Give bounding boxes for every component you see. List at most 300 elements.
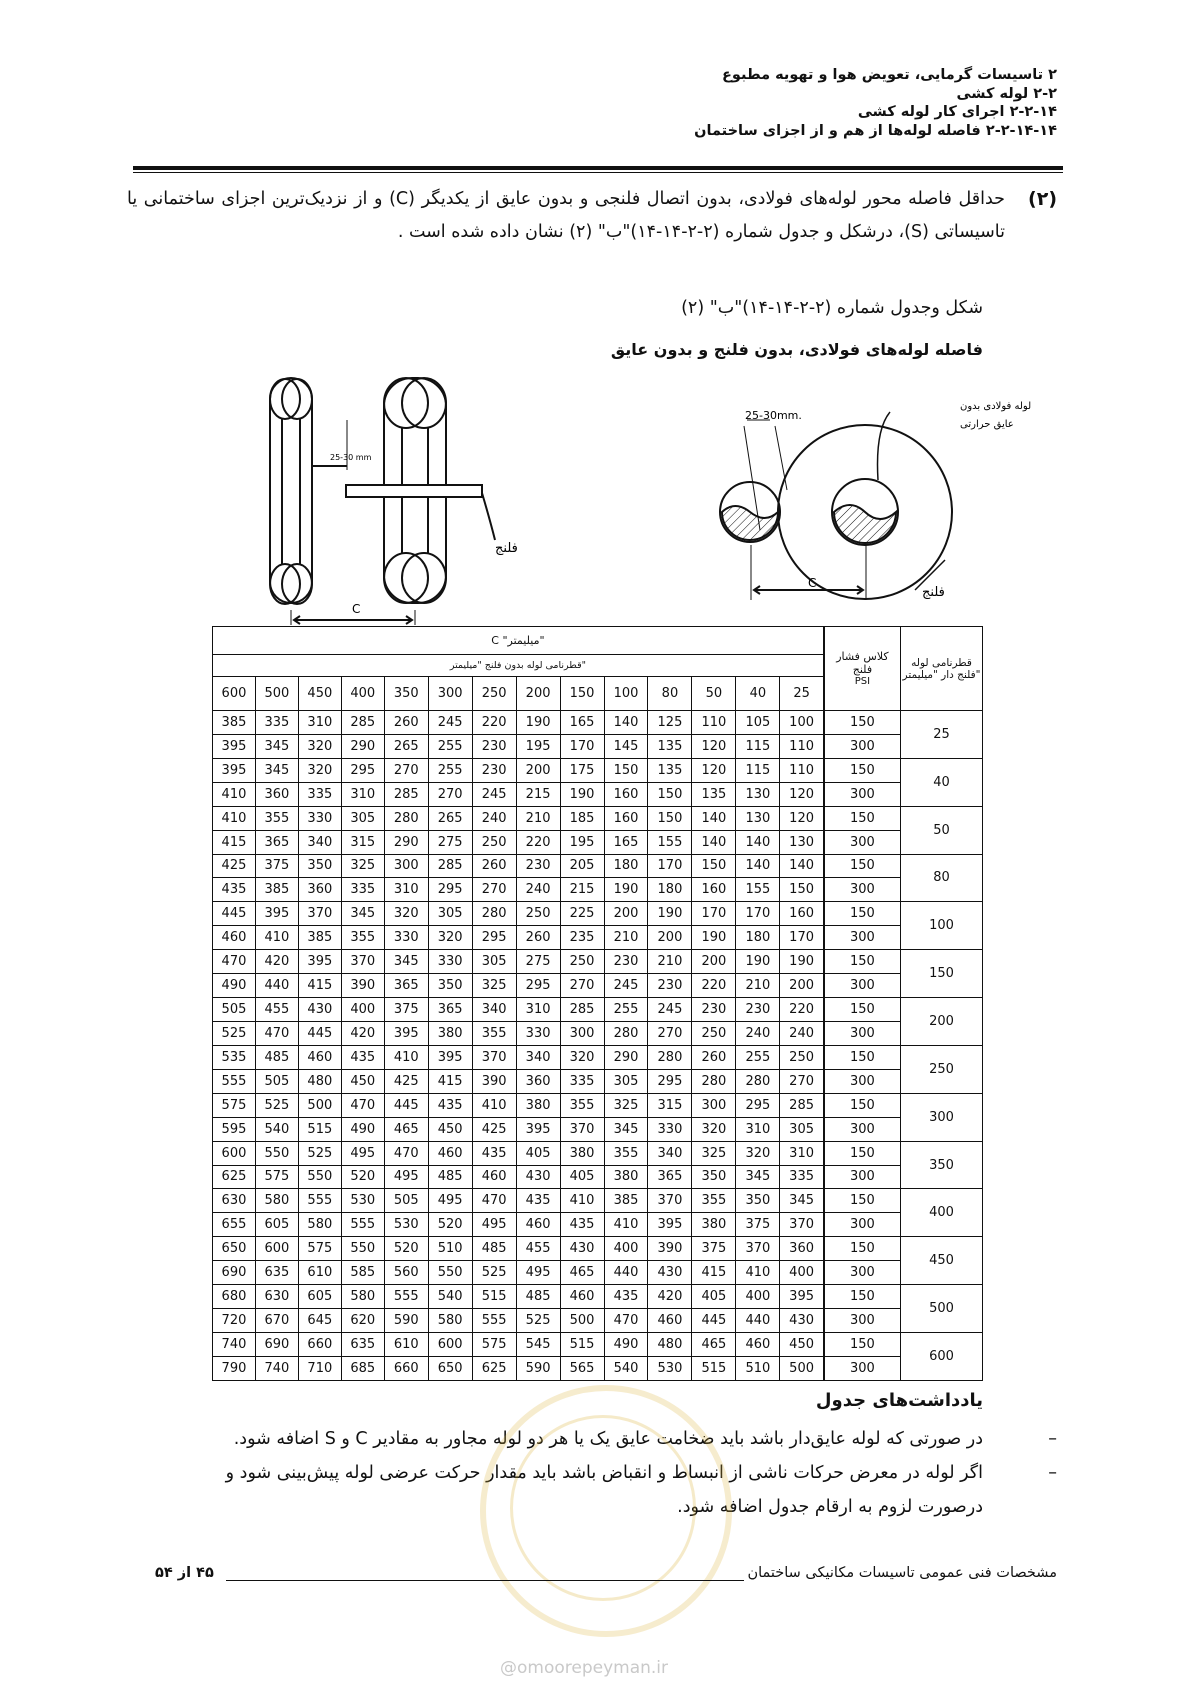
table-cell: 250: [472, 830, 516, 854]
table-cell: 600: [255, 1237, 298, 1261]
table-cell: 435: [604, 1285, 648, 1309]
table-cell: 320: [428, 926, 472, 950]
table-cell: 465: [384, 1117, 428, 1141]
table-cell: 660: [384, 1356, 428, 1380]
table-cell: 610: [384, 1332, 428, 1356]
table-cell: 445: [213, 902, 256, 926]
table-cell: 435: [428, 1093, 472, 1117]
table-row: [213, 1117, 983, 1141]
table-row: [213, 1165, 983, 1189]
table-cell: 470: [255, 1021, 298, 1045]
table-cell: 425: [472, 1117, 516, 1141]
table-cell: 460: [648, 1309, 692, 1333]
table-cell: 500: [780, 1356, 824, 1380]
table-cell: 555: [472, 1309, 516, 1333]
figure-caption: شکل وجدول شماره (۲-۲-۱۴-۱۴)"ب" (۲): [681, 298, 983, 318]
table-row: [213, 1309, 983, 1333]
table-cell: 120: [780, 782, 824, 806]
table-cell: 530: [384, 1213, 428, 1237]
left-c-label: C: [352, 602, 361, 616]
table-cell: 110: [780, 734, 824, 758]
table-cell: 405: [560, 1165, 604, 1189]
table-cell: 430: [298, 998, 341, 1022]
table-cell: 355: [255, 806, 298, 830]
size-header-cell: 500: [255, 677, 298, 711]
size-header-cell: 400: [341, 677, 384, 711]
table-cell: 420: [648, 1285, 692, 1309]
table-cell: 430: [648, 1261, 692, 1285]
table-cell: 160: [780, 902, 824, 926]
table-cell: 320: [298, 758, 341, 782]
table-cell: 345: [341, 902, 384, 926]
table-cell: 255: [428, 758, 472, 782]
table-row: [213, 1093, 983, 1117]
table-cell: 310: [384, 878, 428, 902]
table-cell: 280: [384, 806, 428, 830]
table-cell: 495: [516, 1261, 560, 1285]
table-row: [213, 1189, 983, 1213]
left-flange-label: فلنج: [495, 541, 518, 556]
table-cell: 515: [298, 1117, 341, 1141]
table-cell: 470: [604, 1309, 648, 1333]
table-row: [213, 711, 983, 735]
table-cell: 350: [428, 974, 472, 998]
table-cell: 140: [692, 806, 736, 830]
table-cell: 160: [692, 878, 736, 902]
table-cell: 230: [648, 974, 692, 998]
table-cell: 300: [692, 1093, 736, 1117]
table-cell: 660: [298, 1332, 341, 1356]
table-cell: 180: [736, 926, 780, 950]
psi-cell: 300: [824, 1069, 901, 1093]
diameter-cell: 100: [901, 902, 983, 950]
psi-cell: 150: [824, 758, 901, 782]
table-cell: 165: [560, 711, 604, 735]
diam-header: قطرنامی لوله فلنج دار "میلیمتر": [901, 627, 983, 711]
table-cell: 380: [428, 1021, 472, 1045]
size-header-cell: 50: [692, 677, 736, 711]
diameter-cell: 600: [901, 1332, 983, 1380]
table-cell: 525: [213, 1021, 256, 1045]
left-pipe-1: [270, 378, 312, 604]
table-cell: 585: [341, 1261, 384, 1285]
header-line-3: ۲-۲-۱۴ اجرای کار لوله کشی: [857, 104, 1057, 120]
table-cell: 635: [341, 1332, 384, 1356]
table-cell: 540: [255, 1117, 298, 1141]
table-cell: 285: [384, 782, 428, 806]
table-cell: 250: [560, 950, 604, 974]
table-cell: 565: [560, 1356, 604, 1380]
psi-cell: 150: [824, 1332, 901, 1356]
table-cell: 415: [213, 830, 256, 854]
table-row: [213, 1069, 983, 1093]
size-header-cell: 100: [604, 677, 648, 711]
site-watermark: @omoorepeyman.ir: [500, 1658, 669, 1678]
psi-cell: 300: [824, 1021, 901, 1045]
diameter-cell: 80: [901, 854, 983, 902]
table-cell: 600: [213, 1141, 256, 1165]
table-cell: 415: [298, 974, 341, 998]
table-cell: 180: [604, 854, 648, 878]
table-cell: 380: [692, 1213, 736, 1237]
table-cell: 315: [648, 1093, 692, 1117]
table-cell: 200: [648, 926, 692, 950]
table-row: [213, 902, 983, 926]
table-cell: 375: [736, 1213, 780, 1237]
table-cell: 290: [604, 1045, 648, 1069]
table-cell: 170: [560, 734, 604, 758]
figure-title: فاصله لوله‌های فولادی، بدون فلنج و بدون عایق: [610, 340, 983, 359]
table-cell: 360: [516, 1069, 560, 1093]
table-cell: 490: [604, 1332, 648, 1356]
table-cell: 355: [472, 1021, 516, 1045]
table-cell: 310: [516, 998, 560, 1022]
table-cell: 150: [604, 758, 648, 782]
table-cell: 445: [692, 1309, 736, 1333]
table-cell: 325: [604, 1093, 648, 1117]
table-cell: 250: [516, 902, 560, 926]
table-cell: 190: [780, 950, 824, 974]
table-cell: 220: [780, 998, 824, 1022]
table-cell: 210: [516, 806, 560, 830]
diameter-cell: 40: [901, 758, 983, 806]
table-cell: 555: [298, 1189, 341, 1213]
table-cell: 295: [341, 758, 384, 782]
table-cell: 485: [472, 1237, 516, 1261]
table-cell: 325: [472, 974, 516, 998]
table-cell: 195: [516, 734, 560, 758]
table-cell: 320: [692, 1117, 736, 1141]
table-cell: 395: [648, 1213, 692, 1237]
table-cell: 410: [604, 1213, 648, 1237]
table-cell: 425: [384, 1069, 428, 1093]
table-cell: 345: [604, 1117, 648, 1141]
table-cell: 260: [472, 854, 516, 878]
table-cell: 450: [780, 1332, 824, 1356]
table-cell: 280: [736, 1069, 780, 1093]
c-header: C "میلیمتر": [213, 627, 824, 655]
table-cell: 485: [516, 1285, 560, 1309]
header-line-1: ۲ تاسیسات گرمایی، تعویض هوا و تهویه مطبوع: [722, 67, 1057, 83]
table-cell: 230: [472, 734, 516, 758]
psi-cell: 150: [824, 711, 901, 735]
table-body: [213, 711, 983, 1381]
table-cell: 690: [255, 1332, 298, 1356]
psi-cell: 150: [824, 1237, 901, 1261]
table-cell: 580: [341, 1285, 384, 1309]
table-cell: 125: [648, 711, 692, 735]
table-cell: 520: [341, 1165, 384, 1189]
table-cell: 470: [341, 1093, 384, 1117]
table-cell: 505: [384, 1189, 428, 1213]
table-cell: 190: [560, 782, 604, 806]
table-cell: 420: [255, 950, 298, 974]
table-cell: 525: [472, 1261, 516, 1285]
table-cell: 225: [560, 902, 604, 926]
pipe-label-1: لوله فولادی بدون: [960, 401, 1032, 412]
table-cell: 350: [736, 1189, 780, 1213]
table-cell: 375: [384, 998, 428, 1022]
table-cell: 620: [341, 1309, 384, 1333]
table-cell: 625: [472, 1356, 516, 1380]
table-cell: 200: [604, 902, 648, 926]
note-text: اگر لوله در معرض حرکات ناشی از انبساط و انقباض باشد باید مقدار حرکت عرضی لوله پیش‌بینی شود و درصورت لزوم به ارقام جدول اضافه شود.: [225, 1463, 983, 1517]
table-cell: 515: [692, 1356, 736, 1380]
table-cell: 380: [560, 1141, 604, 1165]
table-cell: 220: [516, 830, 560, 854]
psi-cell: 300: [824, 1165, 901, 1189]
table-cell: 355: [560, 1093, 604, 1117]
left-dim-label: 25-30 mm: [330, 453, 372, 462]
table-cell: 335: [255, 711, 298, 735]
table-cell: 580: [298, 1213, 341, 1237]
table-cell: 145: [604, 734, 648, 758]
table-cell: 300: [384, 854, 428, 878]
table-cell: 360: [255, 782, 298, 806]
table-cell: 540: [604, 1356, 648, 1380]
table-cell: 740: [213, 1332, 256, 1356]
table-cell: 175: [560, 758, 604, 782]
pipe-label-2: عایق حرارتی: [960, 419, 1014, 430]
table-cell: 430: [780, 1309, 824, 1333]
table-cell: 320: [560, 1045, 604, 1069]
psi-cell: 150: [824, 1141, 901, 1165]
table-cell: 575: [255, 1165, 298, 1189]
table-cell: 510: [428, 1237, 472, 1261]
table-cell: 285: [428, 854, 472, 878]
table-cell: 245: [472, 782, 516, 806]
table-cell: 465: [560, 1261, 604, 1285]
table-cell: 345: [255, 734, 298, 758]
table-cell: 335: [298, 782, 341, 806]
table-cell: 365: [384, 974, 428, 998]
table-cell: 505: [255, 1069, 298, 1093]
table-cell: 435: [341, 1045, 384, 1069]
table-cell: 400: [736, 1285, 780, 1309]
table-cell: 580: [428, 1309, 472, 1333]
table-cell: 460: [213, 926, 256, 950]
table-cell: 395: [780, 1285, 824, 1309]
table-cell: 320: [384, 902, 428, 926]
psi-cell: 150: [824, 1045, 901, 1069]
table-cell: 390: [472, 1069, 516, 1093]
table-cell: 630: [255, 1285, 298, 1309]
table-cell: 480: [648, 1332, 692, 1356]
table-cell: 465: [692, 1332, 736, 1356]
diameter-cell: 25: [901, 711, 983, 759]
table-cell: 415: [692, 1261, 736, 1285]
table-cell: 250: [692, 1021, 736, 1045]
table-cell: 440: [255, 974, 298, 998]
table-cell: 560: [384, 1261, 428, 1285]
table-cell: 180: [648, 878, 692, 902]
table-cell: 380: [516, 1093, 560, 1117]
table-cell: 555: [384, 1285, 428, 1309]
table-cell: 370: [298, 902, 341, 926]
table-cell: 150: [780, 878, 824, 902]
table-cell: 330: [298, 806, 341, 830]
psi-cell: 150: [824, 950, 901, 974]
table-cell: 525: [298, 1141, 341, 1165]
table-cell: 710: [298, 1356, 341, 1380]
table-cell: 185: [560, 806, 604, 830]
table-cell: 270: [780, 1069, 824, 1093]
size-header-cell: 200: [516, 677, 560, 711]
table-cell: 550: [298, 1165, 341, 1189]
table-cell: 455: [516, 1237, 560, 1261]
table-cell: 310: [298, 711, 341, 735]
table-cell: 600: [428, 1332, 472, 1356]
table-cell: 280: [692, 1069, 736, 1093]
table-cell: 195: [560, 830, 604, 854]
table-cell: 610: [298, 1261, 341, 1285]
table-cell: 470: [384, 1141, 428, 1165]
table-cell: 115: [736, 758, 780, 782]
table-cell: 260: [516, 926, 560, 950]
table-cell: 155: [736, 878, 780, 902]
size-header-cell: 80: [648, 677, 692, 711]
size-header-cell: 350: [384, 677, 428, 711]
pipe-spacing-figure: [0, 0, 1190, 640]
table-cell: 130: [736, 782, 780, 806]
table-cell: 395: [516, 1117, 560, 1141]
table-cell: 485: [255, 1045, 298, 1069]
table-cell: 460: [428, 1141, 472, 1165]
table-cell: 420: [341, 1021, 384, 1045]
table-cell: 265: [428, 806, 472, 830]
size-header-cell: 150: [560, 677, 604, 711]
psi-cell: 150: [824, 854, 901, 878]
table-row: [213, 758, 983, 782]
psi-cell: 300: [824, 1213, 901, 1237]
table-cell: 440: [736, 1309, 780, 1333]
table-cell: 385: [213, 711, 256, 735]
table-cell: 220: [692, 974, 736, 998]
table-cell: 260: [692, 1045, 736, 1069]
footer-title: مشخصات فنی عمومی تاسیسات مکانیکی ساختمان: [747, 1565, 1057, 1581]
table-cell: 290: [384, 830, 428, 854]
table-cell: 170: [692, 902, 736, 926]
table-cell: 255: [736, 1045, 780, 1069]
table-cell: 165: [604, 830, 648, 854]
table-cell: 365: [648, 1165, 692, 1189]
table-cell: 410: [472, 1093, 516, 1117]
table-cell: 220: [472, 711, 516, 735]
table-cell: 300: [560, 1021, 604, 1045]
table-cell: 335: [341, 878, 384, 902]
table-cell: 575: [472, 1332, 516, 1356]
table-cell: 470: [213, 950, 256, 974]
table-cell: 450: [428, 1117, 472, 1141]
table-cell: 230: [692, 998, 736, 1022]
table-cell: 435: [213, 878, 256, 902]
table-cell: 395: [213, 758, 256, 782]
size-header-cell: 40: [736, 677, 780, 711]
diameter-cell: 500: [901, 1285, 983, 1333]
table-cell: 370: [780, 1213, 824, 1237]
psi-cell: 300: [824, 782, 901, 806]
right-flange-label: فلنج: [922, 585, 945, 600]
table-cell: 150: [648, 806, 692, 830]
table-cell: 365: [255, 830, 298, 854]
table-cell: 385: [298, 926, 341, 950]
table-cell: 335: [780, 1165, 824, 1189]
psi-cell: 300: [824, 1309, 901, 1333]
table-cell: 285: [780, 1093, 824, 1117]
table-cell: 460: [298, 1045, 341, 1069]
table-cell: 395: [428, 1045, 472, 1069]
table-row: [213, 734, 983, 758]
table-cell: 275: [428, 830, 472, 854]
table-row: [213, 1356, 983, 1380]
table-cell: 210: [736, 974, 780, 998]
table-cell: 245: [428, 711, 472, 735]
table-cell: 445: [384, 1093, 428, 1117]
psi-cell: 150: [824, 806, 901, 830]
class-header-unit: PSI: [854, 676, 871, 687]
notes-title: یادداشت‌های جدول: [815, 1390, 983, 1411]
diameter-cell: 50: [901, 806, 983, 854]
table-cell: 460: [472, 1165, 516, 1189]
table-cell: 340: [648, 1141, 692, 1165]
table-cell: 360: [780, 1237, 824, 1261]
table-cell: 395: [298, 950, 341, 974]
table-cell: 790: [213, 1356, 256, 1380]
table-cell: 295: [516, 974, 560, 998]
table-cell: 355: [341, 926, 384, 950]
table-cell: 330: [384, 926, 428, 950]
table-cell: 310: [341, 782, 384, 806]
table-cell: 360: [298, 878, 341, 902]
table-cell: 345: [255, 758, 298, 782]
size-header-cell: 300: [428, 677, 472, 711]
table-cell: 550: [428, 1261, 472, 1285]
table-cell: 335: [560, 1069, 604, 1093]
table-cell: 240: [472, 806, 516, 830]
table-cell: 405: [516, 1141, 560, 1165]
table-cell: 655: [213, 1213, 256, 1237]
diameter-cell: 300: [901, 1093, 983, 1141]
table-cell: 345: [384, 950, 428, 974]
table-cell: 540: [428, 1285, 472, 1309]
table-cell: 135: [692, 782, 736, 806]
table-row: [213, 1261, 983, 1285]
table-cell: 345: [780, 1189, 824, 1213]
table-cell: 395: [255, 902, 298, 926]
table-cell: 630: [213, 1189, 256, 1213]
table-row: [213, 1213, 983, 1237]
table-cell: 410: [255, 926, 298, 950]
psi-cell: 300: [824, 734, 901, 758]
table-cell: 545: [516, 1332, 560, 1356]
table-cell: 325: [692, 1141, 736, 1165]
header-line-4: ۲-۲-۱۴-۱۴ فاصله لوله‌ها از هم و از اجزای ساختمان: [694, 122, 1057, 139]
table-cell: 410: [384, 1045, 428, 1069]
table-cell: 460: [516, 1213, 560, 1237]
table-cell: 305: [472, 950, 516, 974]
table-cell: 375: [255, 854, 298, 878]
table-cell: 190: [692, 926, 736, 950]
psi-cell: 300: [824, 1356, 901, 1380]
table-cell: 530: [341, 1189, 384, 1213]
table-cell: 455: [255, 998, 298, 1022]
right-dim-label: 25-30mm.: [745, 409, 802, 422]
table-cell: 405: [692, 1285, 736, 1309]
table-cell: 595: [213, 1117, 256, 1141]
table-cell: 240: [736, 1021, 780, 1045]
table-cell: 550: [255, 1141, 298, 1165]
diameter-cell: 350: [901, 1141, 983, 1189]
